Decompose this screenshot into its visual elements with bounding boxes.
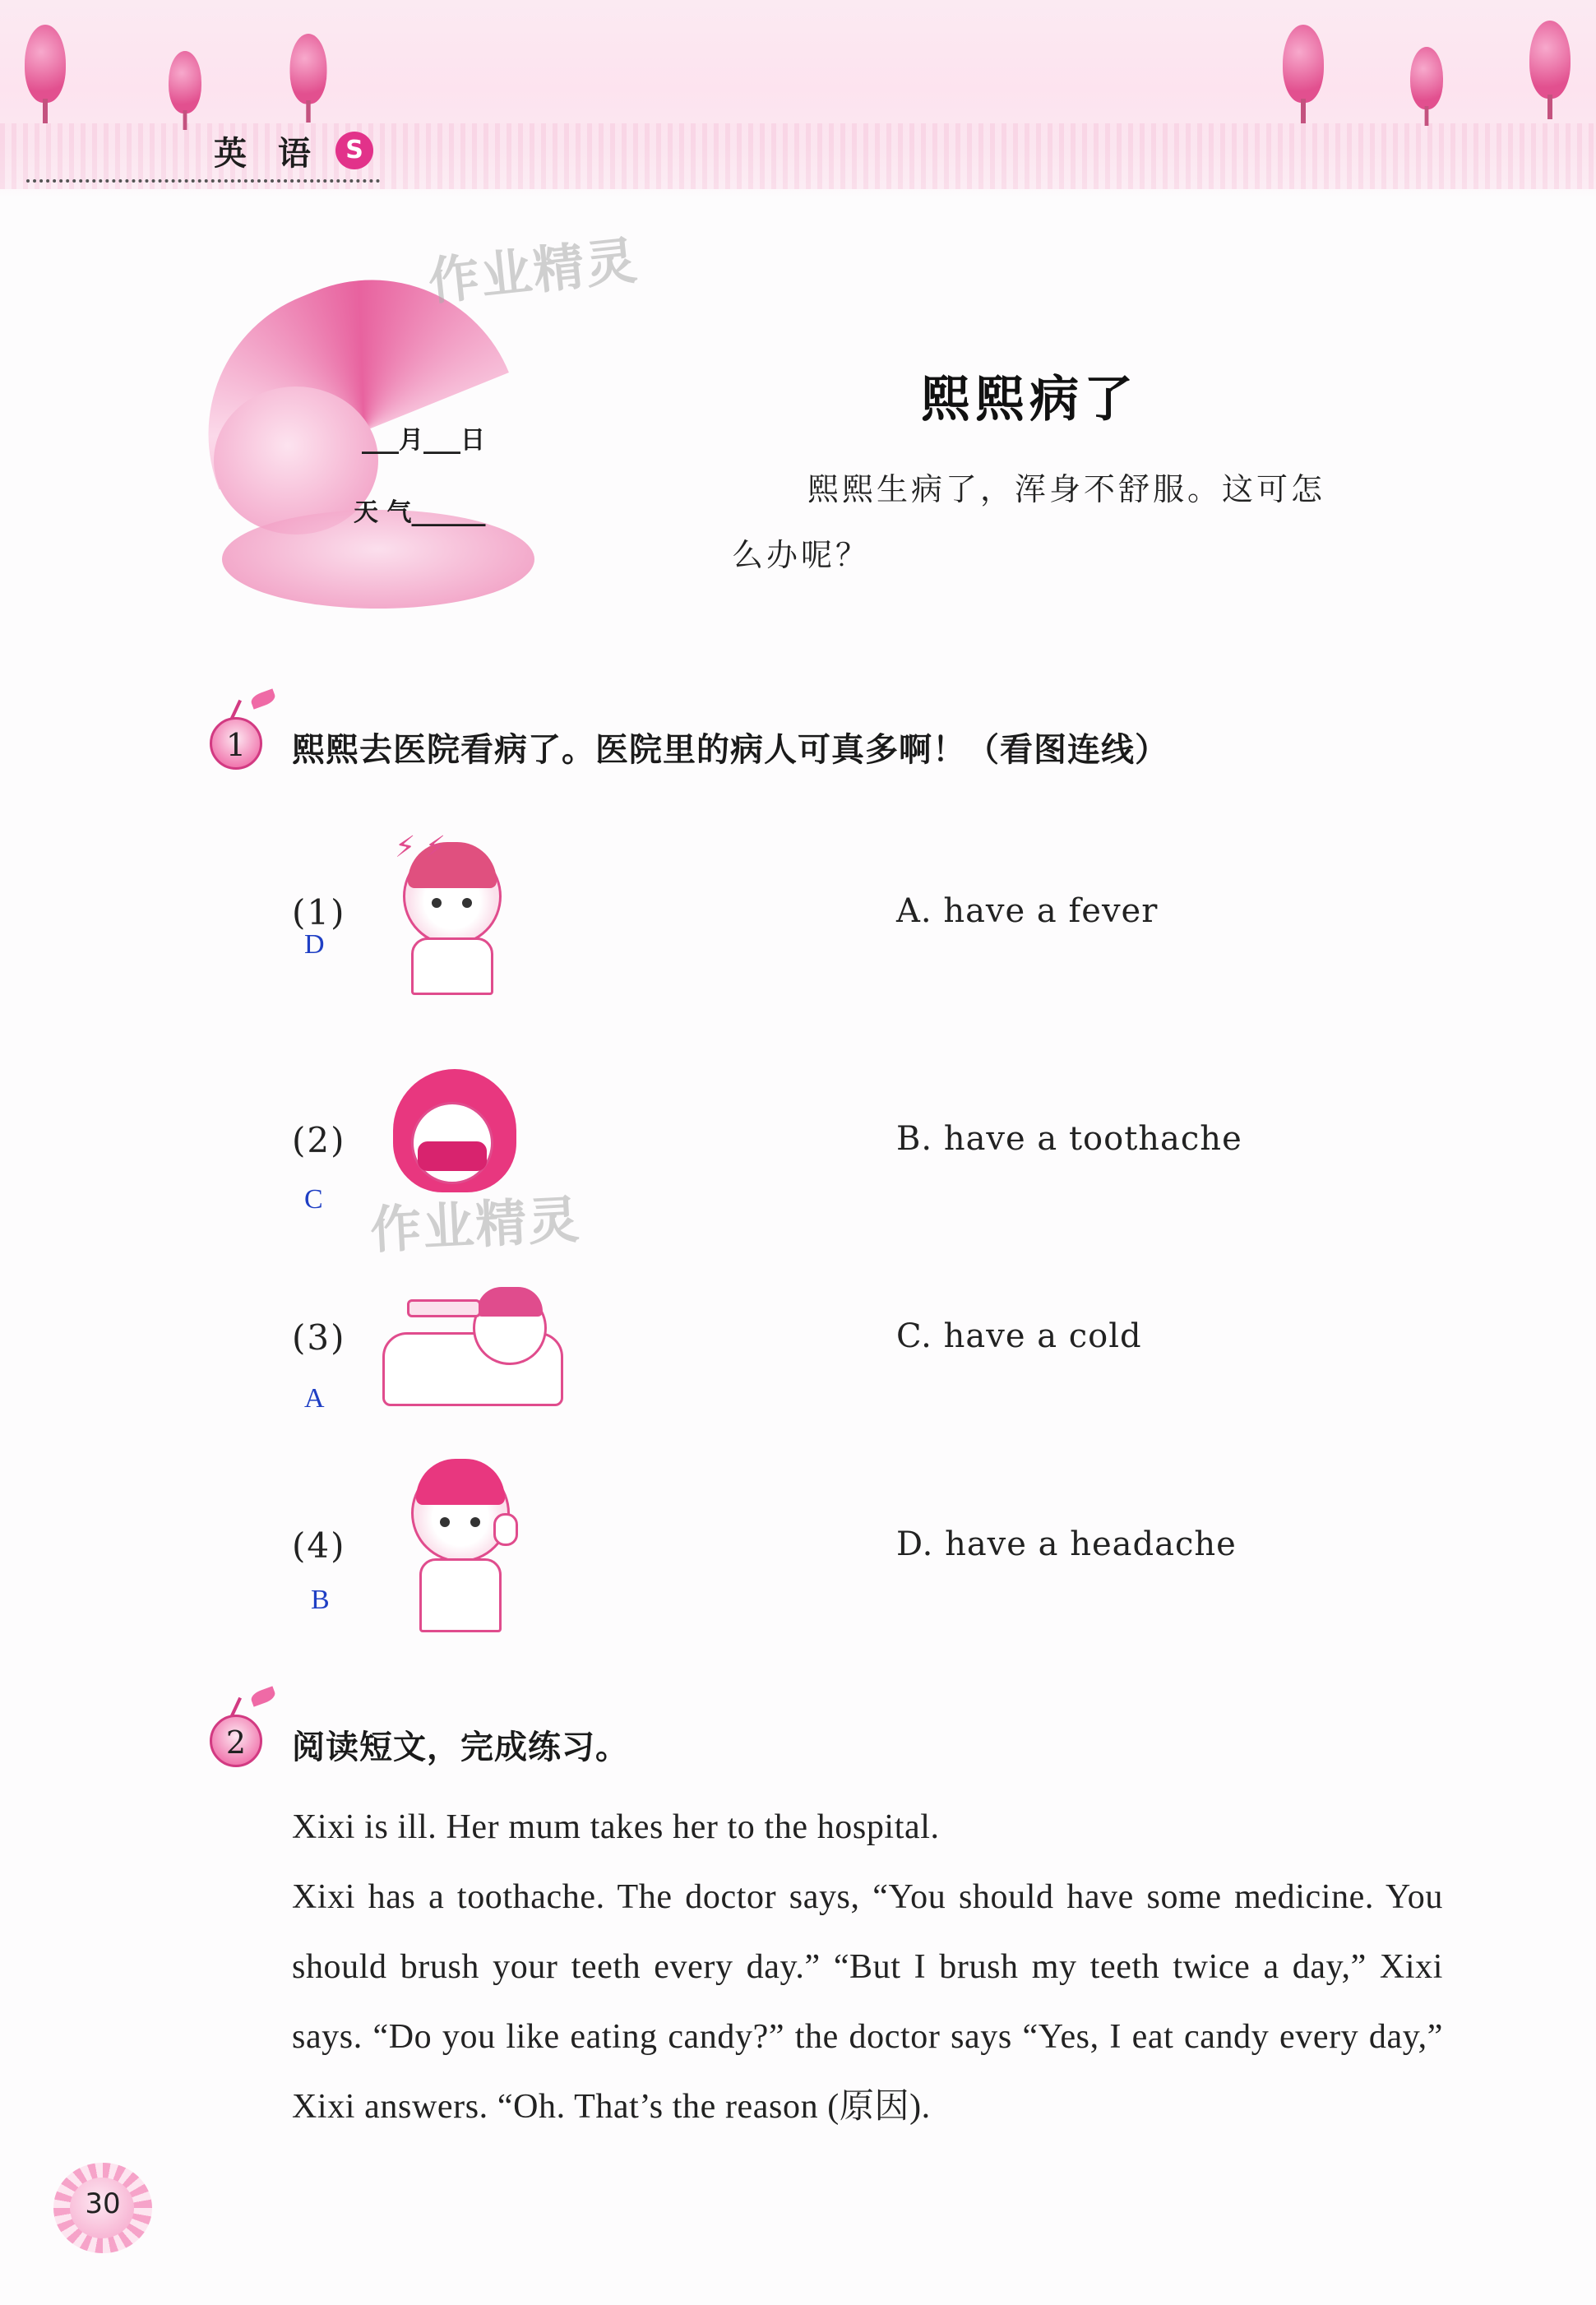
leaf-icon	[249, 1686, 277, 1706]
option-c: C. have a cold	[896, 1317, 1142, 1355]
exercise-1-instruction: 熙熙去医院看病了。医院里的病人可真多啊！（看图连线）	[292, 731, 1168, 769]
option-d: D. have a headache	[896, 1525, 1237, 1563]
item-label: (2)	[292, 1120, 346, 1160]
item-answer: C	[304, 1184, 323, 1215]
header-dotted-rule	[26, 179, 380, 183]
tree-decoration	[169, 51, 201, 130]
watermark: 作业精灵	[368, 1189, 583, 1261]
date-field: ___月___日	[362, 426, 485, 455]
item-answer: B	[311, 1585, 330, 1615]
reading-passage	[292, 1793, 1443, 2142]
face-mask-icon	[418, 1141, 487, 1171]
subject-title: 英 语	[214, 135, 321, 173]
hand-on-cheek-icon	[493, 1513, 518, 1546]
option-a: A. have a fever	[896, 892, 1159, 930]
leaf-icon	[249, 688, 277, 709]
story-title: 熙熙病了	[921, 371, 1138, 428]
item-answer: D	[304, 929, 325, 960]
weather-field: 天 气______	[354, 498, 486, 527]
passage-line: Xixi is ill. Her mum takes her to the hospital.	[292, 1808, 940, 1846]
tree-decoration	[1529, 21, 1571, 119]
passage-paragraph: Xixi has a toothache. The doctor says, “You should have some medicine. You should brush your teeth every day.” “But I brush my teeth twice a day,” Xixi says. “Do you like eating candy?” the doctor says “Yes, I eat candy every day,” Xixi answers. “Oh. That’s the reason (原因).	[292, 1878, 1443, 2126]
exercise-2-instruction: 阅读短文，完成练习。	[292, 1729, 629, 1766]
fever-boy-in-bed-picture	[374, 1275, 563, 1414]
exercise-1-badge	[210, 707, 267, 773]
item-answer: A	[304, 1383, 325, 1414]
tree-decoration	[1410, 47, 1443, 126]
item-label: (1)	[292, 892, 346, 933]
exercise-2-badge	[210, 1705, 267, 1770]
cold-girl-picture	[393, 1069, 516, 1176]
pain-lines-icon: ⚡ ⚡	[395, 831, 446, 864]
option-b: B. have a toothache	[896, 1120, 1242, 1158]
page-number-sun	[49, 2163, 156, 2253]
subject-badge: S	[335, 132, 373, 169]
story-intro: 熙熙生病了，浑身不舒服。这可怎么办呢？	[732, 471, 1326, 573]
towel-icon	[407, 1299, 481, 1317]
tree-decoration	[290, 34, 327, 123]
watermark: 作业精灵	[425, 229, 641, 312]
tree-decoration	[1283, 25, 1324, 123]
item-label: (4)	[292, 1525, 346, 1566]
exercise-number: 2	[210, 1715, 262, 1767]
exercise-number: 1	[210, 717, 262, 770]
toothache-boy-picture	[411, 1464, 510, 1571]
tree-decoration	[25, 25, 66, 123]
item-label: (3)	[292, 1317, 346, 1358]
page-number: 30	[85, 2187, 121, 2220]
